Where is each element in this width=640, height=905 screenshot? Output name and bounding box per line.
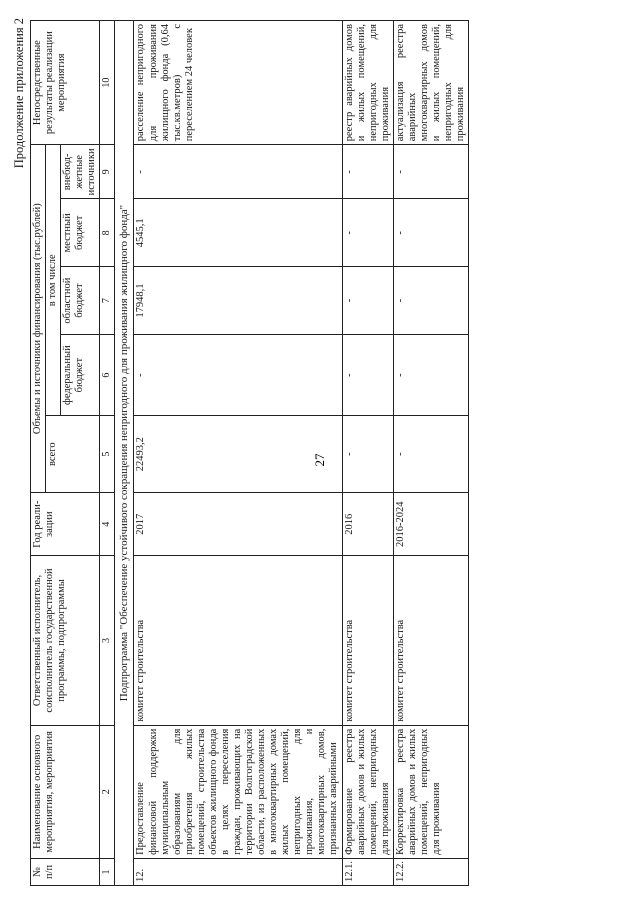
row-n: 12. bbox=[134, 858, 342, 885]
col-num: 5 bbox=[100, 416, 115, 493]
header-executor: Ответственный исполнитель, соисполнитель государственной программы, подпрограммы bbox=[31, 556, 100, 725]
row-reg: - bbox=[393, 267, 468, 335]
col-num: 1 bbox=[100, 858, 115, 885]
col-num: 7 bbox=[100, 267, 115, 335]
row-total: 22493,2 bbox=[134, 416, 342, 493]
col-num: 9 bbox=[100, 145, 115, 199]
col-num: 8 bbox=[100, 199, 115, 267]
row-total: - bbox=[393, 416, 468, 493]
row-year: 2016 bbox=[342, 493, 393, 556]
row-n: 12.2. bbox=[393, 858, 468, 885]
header-name: Наименование основного мероприятия, мероприятия bbox=[31, 725, 100, 858]
row-year: 2017 bbox=[134, 493, 342, 556]
header-incl: в том числе bbox=[46, 145, 61, 416]
row-result: актуализация реестра аварийных многоквартирных домов и жилых помещений, непригодных для проживания bbox=[393, 21, 468, 145]
column-numbers-row bbox=[100, 21, 115, 886]
col-num: 2 bbox=[100, 725, 115, 858]
header-fed: федеральный бюджет bbox=[61, 334, 100, 415]
row-reg: - bbox=[342, 267, 393, 335]
table-row bbox=[134, 21, 342, 886]
row-name: Предоставление финансовой поддержки муниципальным образованиям для приобретения жилых помещений, строительства объектов жилищного фонда в целях переселения граждан, проживающих на территории Волгоградской области, из расположенных в многоквартирных домах жилых помещений, непригодных для проживания, и многоквартирных домов, признанных аварийными bbox=[134, 725, 342, 858]
row-total: - bbox=[342, 416, 393, 493]
table-row bbox=[393, 21, 468, 886]
row-loc: 4545,1 bbox=[134, 199, 342, 267]
program-table bbox=[30, 20, 469, 886]
row-ext: - bbox=[342, 145, 393, 199]
row-executor: комитет строительства bbox=[342, 556, 393, 725]
header-results: Непосредственные результаты реализации мероприятия bbox=[31, 21, 100, 145]
row-result: реестр аварийных домов и жилых помещений, непригодных для проживания bbox=[342, 21, 393, 145]
row-fed: - bbox=[342, 334, 393, 415]
header-n: № п/п bbox=[31, 858, 100, 885]
continuation-label: Продолжение приложения 2 bbox=[12, 18, 26, 169]
header-year: Год реали-зации bbox=[31, 493, 100, 556]
row-ext: - bbox=[393, 145, 468, 199]
row-reg: 17948,1 bbox=[134, 267, 342, 335]
row-name: Корректировка реестра аварийных домов и жилых помещений, непригодных для проживания bbox=[393, 725, 468, 858]
header-ext: внебюд-жетные источники bbox=[61, 145, 100, 199]
row-loc: - bbox=[342, 199, 393, 267]
page-number: 27 bbox=[312, 453, 327, 467]
row-name: Формирование реестра аварийных домов и жилых помещений, непригодных для проживания bbox=[342, 725, 393, 858]
header-loc: местный бюджет bbox=[61, 199, 100, 267]
header-reg: областной бюджет bbox=[61, 267, 100, 335]
col-num: 6 bbox=[100, 334, 115, 415]
row-ext: - bbox=[134, 145, 342, 199]
row-year: 2016-2024 bbox=[393, 493, 468, 556]
row-fed: - bbox=[134, 334, 342, 415]
header-finance: Объемы и источники финансирования (тыс.рублей) bbox=[31, 145, 46, 493]
row-fed: - bbox=[393, 334, 468, 415]
subprogram-title: Подпрограмма "Обеспечение устойчивого сокращения непригодного для проживания жилищного фонда" bbox=[114, 21, 134, 886]
header-total: всего bbox=[46, 416, 100, 493]
col-num: 10 bbox=[100, 21, 115, 145]
row-n: 12.1. bbox=[342, 858, 393, 885]
col-num: 3 bbox=[100, 556, 115, 725]
col-num: 4 bbox=[100, 493, 115, 556]
table-row bbox=[342, 21, 393, 886]
row-executor: комитет строительства bbox=[393, 556, 468, 725]
row-executor: комитет строительства bbox=[134, 556, 342, 725]
row-result: расселение непригодного для проживания жилищного фонда (0,64 тыс.кв.метров) с переселением 24 человек bbox=[134, 21, 342, 145]
row-loc: - bbox=[393, 199, 468, 267]
